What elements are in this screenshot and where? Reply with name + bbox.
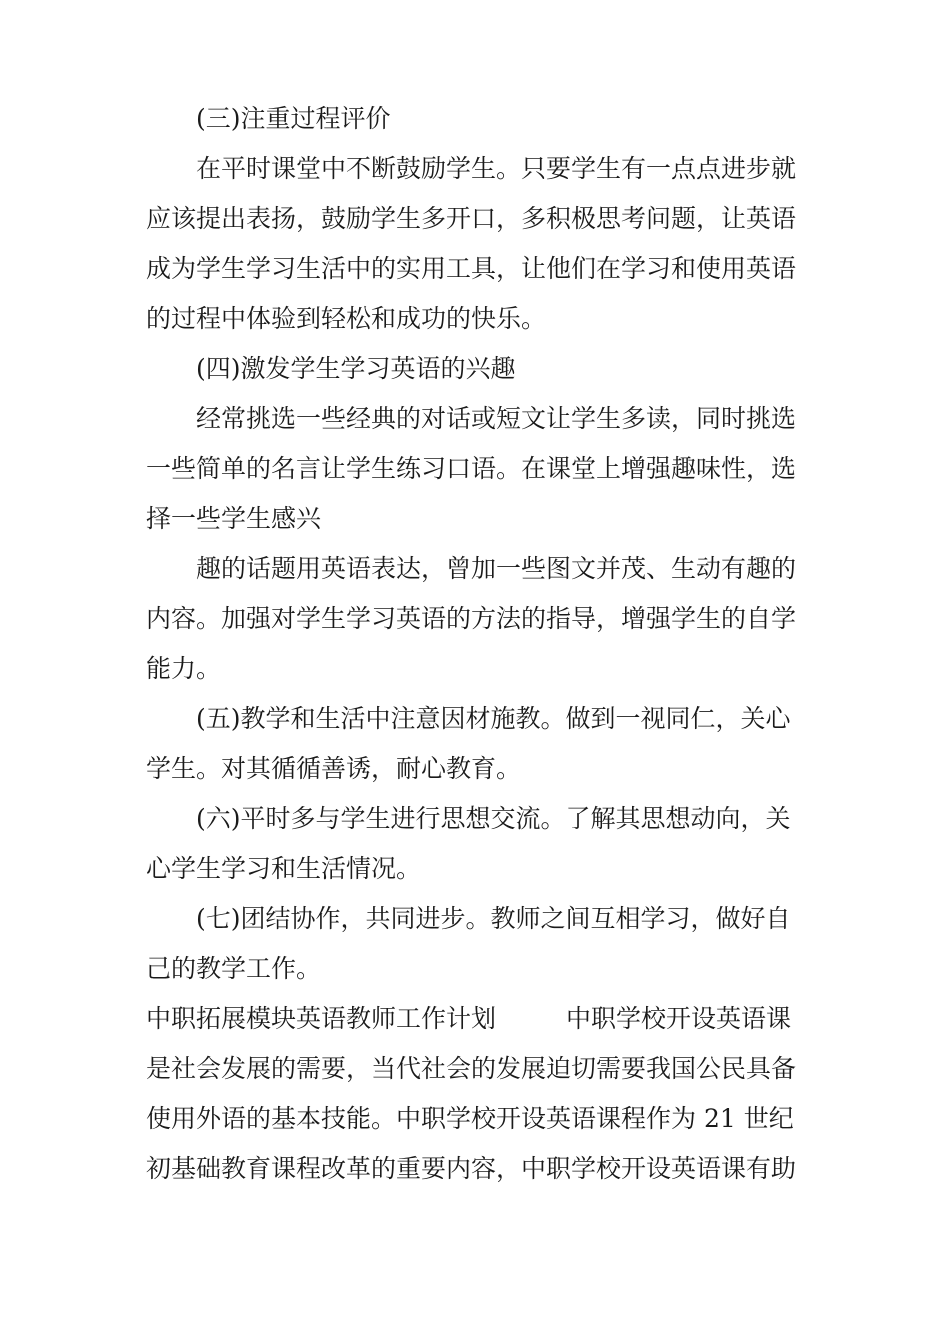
text-line: (五)教学和生活中注意因材施教。做到一视同仁，关心 [196, 704, 791, 733]
text-line: 成为学生学习生活中的实用工具，让他们在学习和使用英语 [146, 254, 797, 283]
paragraph-select-dialogues [146, 394, 816, 544]
text-line: 应该提出表扬，鼓励学生多开口，多积极思考问题，让英语 [146, 204, 797, 233]
text-line: 内容。加强对学生学习英语的方法的指导，增强学生的自学 [146, 604, 797, 633]
text-line: 一些简单的名言让学生练习口语。在课堂上增强趣味性，选 [146, 454, 797, 483]
text-line: 学生。对其循循善诱，耐心教育。 [146, 754, 522, 783]
text-line: (六)平时多与学生进行思想交流。了解其思想动向，关 [196, 804, 791, 833]
text-line: 能力。 [146, 654, 222, 683]
text-line: 己的教学工作。 [146, 954, 322, 983]
paragraph-cooperation [146, 894, 816, 994]
text-line: (三)注重过程评价 [196, 104, 391, 133]
text-line: 的过程中体验到轻松和成功的快乐。 [146, 304, 547, 333]
paragraph-communication [146, 794, 816, 894]
text-line: 初基础教育课程改革的重要内容，中职学校开设英语课有助 [146, 1154, 797, 1183]
section-title-line [146, 994, 816, 1044]
text-line: 心学生学习和生活情况。 [146, 854, 422, 883]
heading-process-evaluation [146, 94, 816, 144]
section-work-plan [146, 994, 816, 1194]
text-line: 在平时课堂中不断鼓励学生。只要学生有一点点进步就 [196, 154, 797, 183]
paragraph-individualized-teaching [146, 694, 816, 794]
text-line: 是社会发展的需要，当代社会的发展迫切需要我国公民具备 [146, 1054, 797, 1083]
text-line: (七)团结协作，共同进步。教师之间互相学习，做好自 [196, 904, 791, 933]
text-line: 趣的话题用英语表达，曾加一些图文并茂、生动有趣的 [196, 554, 797, 583]
text-line: 择一些学生感兴 [146, 504, 322, 533]
section-title: 中职拓展模块英语教师工作计划 [146, 1004, 497, 1033]
section-lead: 中职学校开设英语课 [566, 1004, 792, 1033]
text-line: 使用外语的基本技能。中职学校开设英语课程作为 21 世纪 [146, 1104, 794, 1133]
heading-stimulate-interest [146, 344, 816, 394]
paragraph-interesting-topics [146, 544, 816, 694]
paragraph-encourage-students [146, 144, 816, 344]
text-line: 经常挑选一些经典的对话或短文让学生多读，同时挑选 [196, 404, 797, 433]
text-line: (四)激发学生学习英语的兴趣 [196, 354, 516, 383]
